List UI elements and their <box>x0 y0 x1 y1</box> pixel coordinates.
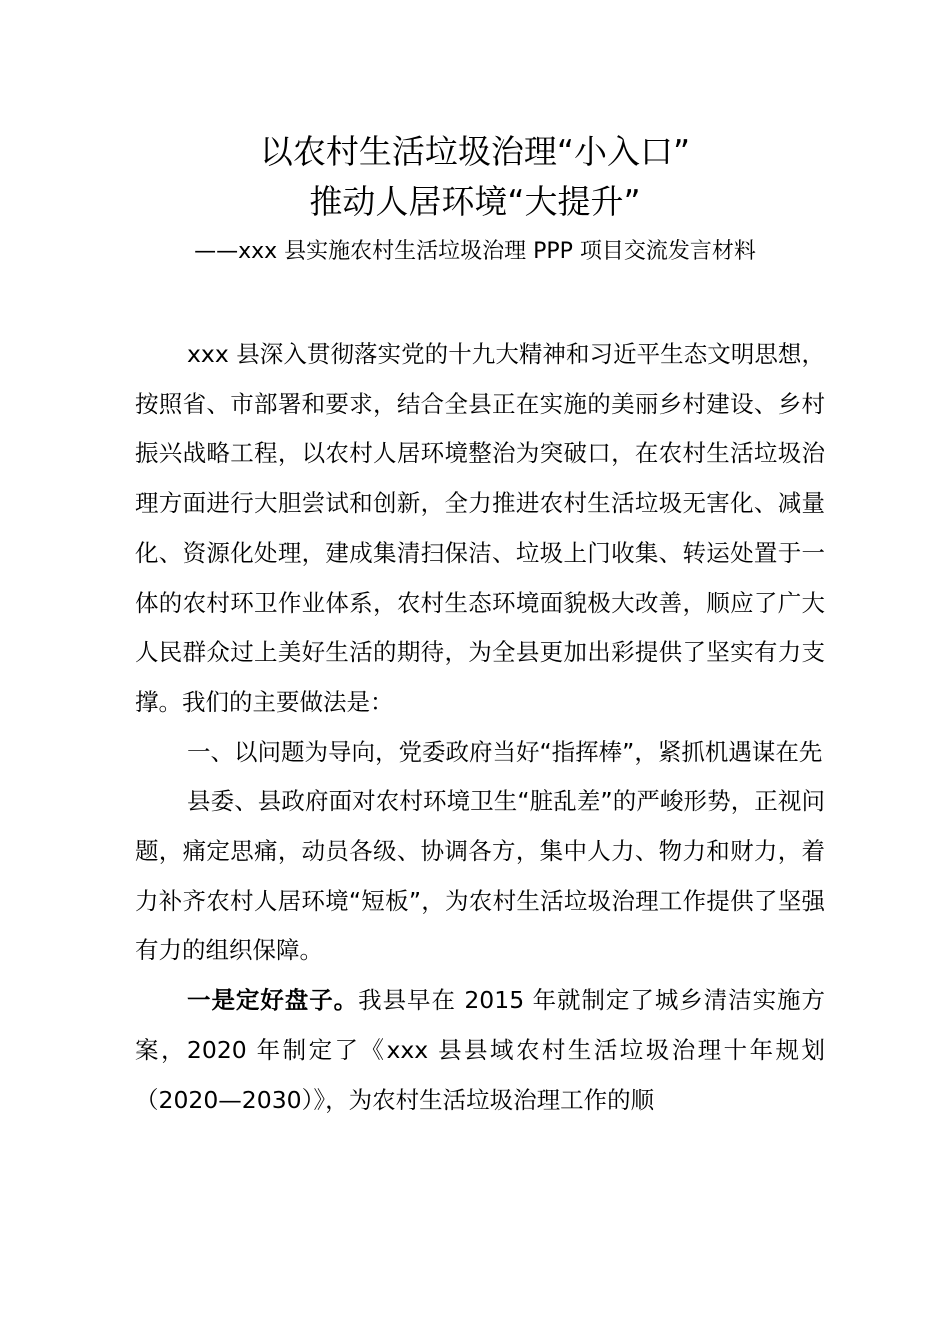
document-title-line-1: 以农村生活垃圾治理“小入口” <box>259 132 691 171</box>
document-body <box>135 330 825 1125</box>
document-subtitle: ——xxx 县实施农村生活垃圾治理 PPP 项目交流发言材料 <box>194 239 756 264</box>
paragraph-text: xxx 县深入贯彻落实党的十九大精神和习近平生态文明思想，按照省、市部署和要求，结合全县正在实施的美丽乡村建设、乡村振兴战略工程，以农村人居环境整治为突破口，在农村生活垃圾治理方面进行大胆尝试和创新，全力推进农村生活垃圾无害化、减量化、资源化处理，建成集清扫保洁、垃圾上门收集、转运处置于一体的农村环卫作业体系，农村生态环境面貌极大改善，顺应了广大人民群众过上美好生活的期待，为全县更加出彩提供了坚实有力支撑。我们的主要做法是： <box>135 340 825 716</box>
paragraph-intro <box>135 330 825 728</box>
paragraph-text: 县委、县政府面对农村环境卫生“脏乱差”的严峻形势，正视问题，痛定思痛，动员各级、协调各方，集中人力、物力和财力，着力补齐农村人居环境“短板”，为农村生活垃圾治理工作提供了坚强有力的组织保障。 <box>135 787 825 965</box>
paragraph-section-1 <box>135 777 825 976</box>
paragraph-point-1 <box>135 976 825 1125</box>
paragraph-text: 我县早在 2015 年就制定了城乡清洁实施方案，2020 年制定了《xxx 县县域农村生活垃圾治理十年规划（2020—2030）》，为农村生活垃圾治理工作的顺 <box>135 986 826 1114</box>
document-title-line-2: 推动人居环境“大提升” <box>309 182 641 221</box>
section-heading-1 <box>135 728 825 778</box>
paragraph-text: 一、以问题为导向，党委政府当好“指挥棒”，紧抓机遇谋在先 <box>187 737 823 766</box>
paragraph-lead: 一是定好盘子。 <box>187 986 359 1015</box>
